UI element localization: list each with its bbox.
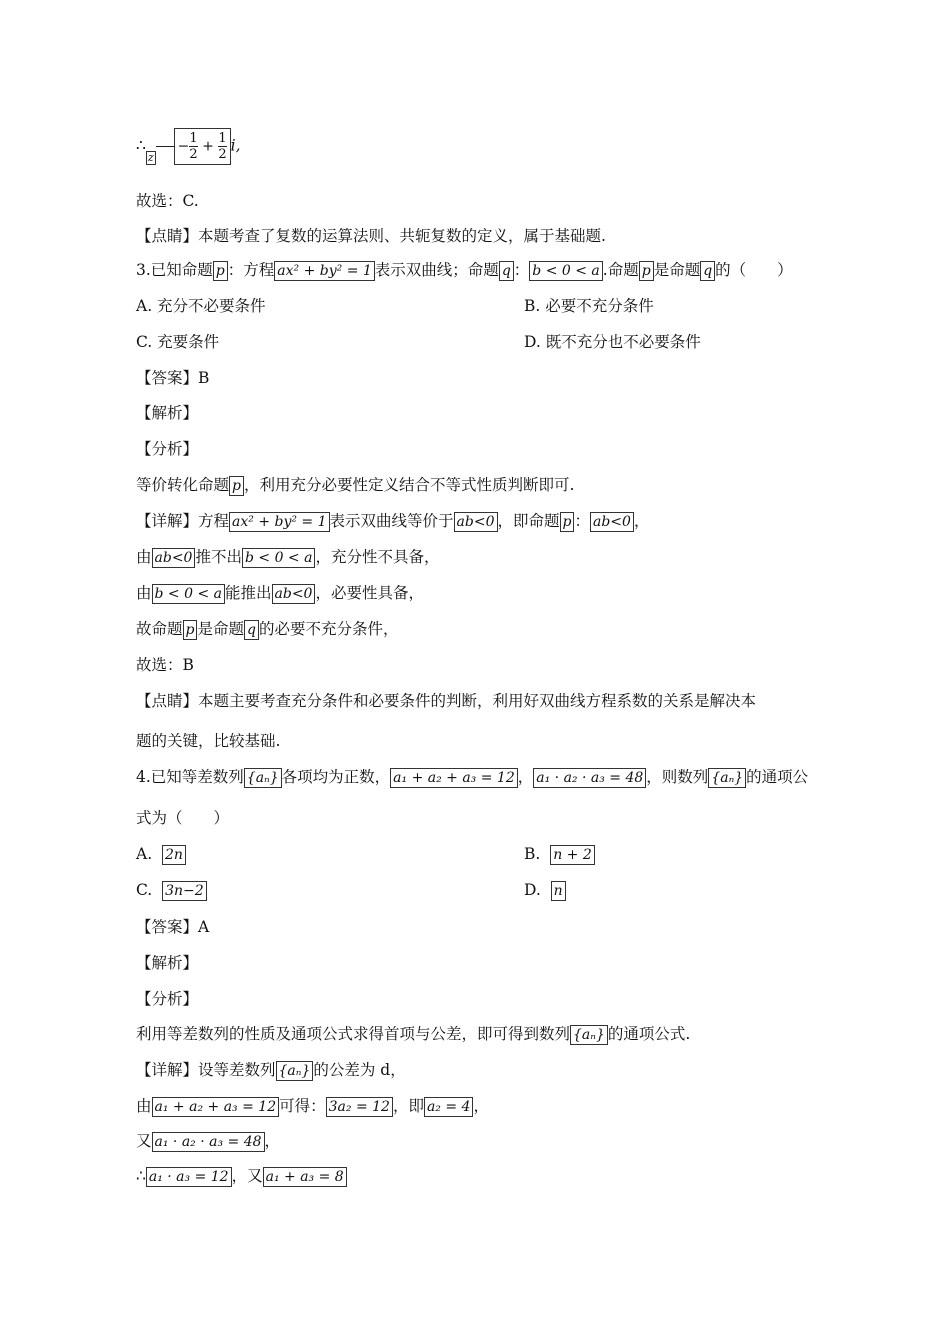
q3-analysis-line: 等价转化命题 p ，利用充分必要性定义结合不等式性质判断即可. xyxy=(136,476,575,494)
q3-detail-line-3: 由 b < 0 < a 能推出 ab<0 ，必要性具备， xyxy=(136,584,424,602)
question-3-stem: 3.已知命题 p ：方程 ax² + by² = 1 表示双曲线；命题 q ： b < 0 < a .命题 p 是命题 q 的（ ） xyxy=(136,261,793,279)
q3-option-a: A. 充分不必要条件 xyxy=(136,297,266,315)
q3-answer: 【答案】B xyxy=(136,369,210,387)
q4-detail-line-4: ∴ a₁ · a₃ = 12 ，又 a₁ + a₃ = 8 xyxy=(136,1165,347,1187)
q4-detail-line-3: 又 a₁ · a₂ · a₃ = 48 ， xyxy=(136,1132,281,1150)
q4-detail-line-2: 由 a₁ + a₂ + a₃ = 12 可得： 3a₂ = 12 ，即 a₂ = 4 ， xyxy=(136,1097,489,1115)
q4-option-d: D. n xyxy=(524,879,566,901)
answer-choice-line: 故选：C. xyxy=(136,192,199,210)
q3-comment-1: 【点睛】本题主要考查充分条件和必要条件的判断，利用好双曲线方程系数的关系是解决本 xyxy=(136,692,757,710)
q4-option-b: B. n + 2 xyxy=(524,843,595,865)
q3-choose: 故选：B xyxy=(136,656,194,674)
q3-option-c: C. 充要条件 xyxy=(136,333,220,351)
q4-detail-line-1: 【详解】设等差数列 {aₙ} 的公差为 d， xyxy=(136,1061,406,1079)
q3-comment-2: 题的关键，比较基础. xyxy=(136,732,281,750)
math-fraction-expression: − $\frac{1}{2}$ + $\frac{1}{2}$ xyxy=(174,128,231,165)
q4-answer: 【答案】A xyxy=(136,918,210,936)
q3-detail-line-2: 由 ab<0 推不出 b < 0 < a ，充分性不具备， xyxy=(136,548,440,566)
comment-line: 【点睛】本题考查了复数的运算法则、共轭复数的定义，属于基础题. xyxy=(136,227,606,245)
q4-jiexi: 【解析】 xyxy=(136,954,199,972)
equals-bar xyxy=(156,146,174,147)
imag-unit: i, xyxy=(230,136,241,155)
q4-option-a: A. 2n xyxy=(136,843,186,865)
q3-jiexi: 【解析】 xyxy=(136,404,199,422)
q3-detail-line-4: 故命题 p 是命题 q 的必要不充分条件， xyxy=(136,620,399,638)
solution-line-z xyxy=(136,128,241,165)
q4-option-c: C. 3n−2 xyxy=(136,879,207,901)
therefore-symbol: ∴ xyxy=(136,136,146,155)
q3-detail-line-1: 【详解】方程 ax² + by² = 1 表示双曲线等价于 ab<0 ，即命题 p ： ab<0 ， xyxy=(136,512,650,530)
question-4-stem-cont: 式为（ ） xyxy=(136,809,230,827)
question-4-stem: 4.已知等差数列 {aₙ} 各项均为正数， a₁ + a₂ + a₃ = 12 ， a₁ · a₂ · a₃ = 48 ，则数列 {aₙ} 的通项公 xyxy=(136,768,809,786)
math-z: z xyxy=(147,151,154,164)
q4-fenxi: 【分析】 xyxy=(136,990,199,1008)
q3-fenxi: 【分析】 xyxy=(136,440,199,458)
q3-option-d: D. 既不充分也不必要条件 xyxy=(524,333,701,351)
q3-option-b: B. 必要不充分条件 xyxy=(524,297,654,315)
q4-analysis-line: 利用等差数列的性质及通项公式求得首项与公差，即可得到数列 {aₙ} 的通项公式. xyxy=(136,1025,691,1043)
